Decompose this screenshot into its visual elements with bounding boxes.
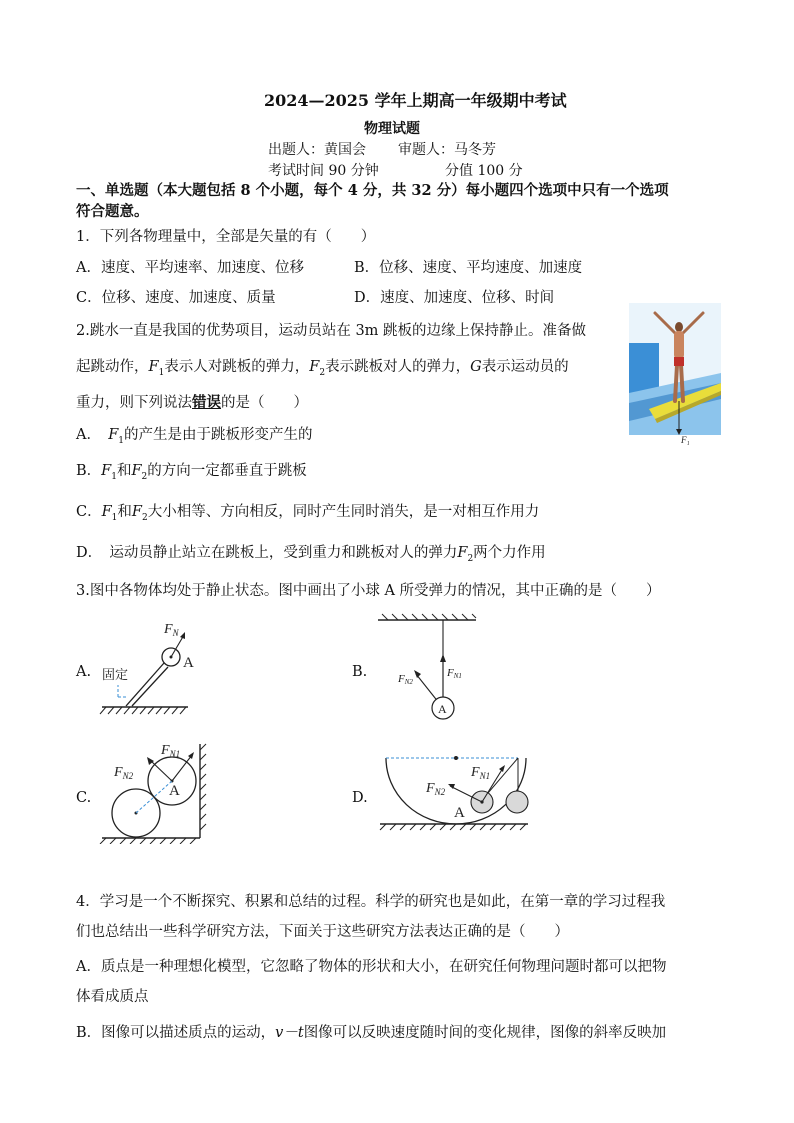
reviewer: 审题人：马冬芳: [398, 142, 496, 158]
q1-option-c: C．位移、速度、加速度、质量: [76, 290, 276, 306]
q4-line2: 们也总结出一些科学研究方法，下面关于这些研究方法表达正确的是（ ）: [76, 924, 569, 940]
diver-torso: [674, 331, 684, 359]
subject-title: 物理试题: [364, 121, 420, 137]
figure-c: [96, 738, 216, 844]
q3-label-d: D.: [352, 790, 368, 806]
rod: [126, 663, 164, 706]
swimsuit: [674, 357, 684, 366]
ground-hatch: [380, 824, 526, 830]
q3-label-b: B.: [352, 664, 368, 680]
ground-hatch: [100, 838, 196, 844]
q4-option-a: A．质点是一种理想化模型，它忽略了物体的形状和大小，在研究任何物理问题时都可以把物: [76, 959, 667, 975]
q1-option-a: A．速度、平均速率、加速度、位移: [76, 260, 304, 276]
author: 出题人：黄国会: [268, 142, 366, 158]
ball-label: A: [454, 805, 465, 821]
force-label-fn1: FN1: [447, 667, 462, 680]
exam-title: 2024—2025 学年上期高一年级期中考试: [264, 91, 567, 110]
q2-option-a: A． $F_1$的产生是由于跳板形变产生的: [76, 427, 313, 446]
q3-label-c: C.: [76, 790, 92, 806]
force-label-fn2: $F_{N2}$: [426, 781, 446, 797]
q1-stem: 1．下列各物理量中，全部是矢量的有（ ）: [76, 229, 376, 245]
q2-option-c: C．$F_1$和$F_2$大小相等、方向相反，同时产生同时消失，是一对相互作用力: [76, 504, 540, 523]
force-label-fn2: FN2: [398, 673, 413, 686]
wall-hatch: [200, 744, 206, 830]
diver-head: [675, 322, 683, 332]
second-ball: [506, 791, 528, 813]
ball-label: A: [169, 783, 180, 799]
q2-line1: 2.跳水一直是我国的优势项目，运动员站在 3m 跳板的边缘上保持静止。准备做: [76, 323, 587, 339]
exam-score: 分值 100 分: [445, 163, 523, 179]
ground-hatch: [100, 707, 186, 714]
q3-label-a: A.: [76, 664, 92, 680]
exam-time: 考试时间 90 分钟: [268, 163, 379, 179]
figure-b: [372, 612, 482, 722]
diver-figure: [629, 303, 721, 445]
q4-line1: 4．学习是一个不断探究、积累和总结的过程。科学的研究也是如此，在第一章的学习过程我: [76, 894, 666, 910]
q3-stem: 3.图中各物体均处于静止状态。图中画出了小球 A 所受弹力的情况，其中正确的是（ ）: [76, 583, 661, 599]
force-label-fn1: $F_{N1}$: [471, 765, 491, 781]
ceiling-hatch: [382, 614, 476, 620]
force-label-f1: F₁: [681, 435, 690, 445]
force-label-fn1: $F_{N1}$: [161, 743, 181, 759]
section-heading-cont: 符合题意。: [76, 203, 149, 220]
q2-option-b: B．$F_1$和$F_2$的方向一定都垂直于跳板: [76, 463, 307, 482]
figure-a: [96, 617, 196, 717]
q1-option-d: D．速度、加速度、位移、时间: [354, 290, 555, 306]
force-label-fn: $F_N$: [164, 622, 179, 638]
q4-option-b: B．图像可以描述质点的运动，v－t图像可以反映速度随时间的变化规律，图像的斜率反映加: [76, 1025, 667, 1041]
q2-line3: 重力，则下列说法错误的是（ ）: [76, 394, 308, 411]
q2-option-d: D． 运动员静止站立在跳板上，受到重力和跳板对人的弹力$F_2$两个力作用: [76, 545, 546, 564]
bowl-center: [454, 756, 458, 760]
force-label-fn2: $F_{N2}$: [114, 765, 134, 781]
q1-option-b: B．位移、速度、平均速度、加速度: [354, 260, 583, 276]
q4-option-a-cont: 体看成质点: [76, 989, 149, 1005]
fixed-label: 固定: [102, 667, 129, 682]
ball-label: A: [183, 655, 194, 671]
section-heading: 一、单选题（本大题包括 8 个小题，每个 4 分，共 32 分）每小题四个选项中只有一个选项: [76, 182, 669, 199]
ball-label: A: [438, 702, 447, 716]
q2-line2: 起跳动作，$F_1$表示人对跳板的弹力，$F_2$表示跳板对人的弹力，G表示运动员的: [76, 359, 569, 378]
figure-d: [378, 750, 538, 832]
